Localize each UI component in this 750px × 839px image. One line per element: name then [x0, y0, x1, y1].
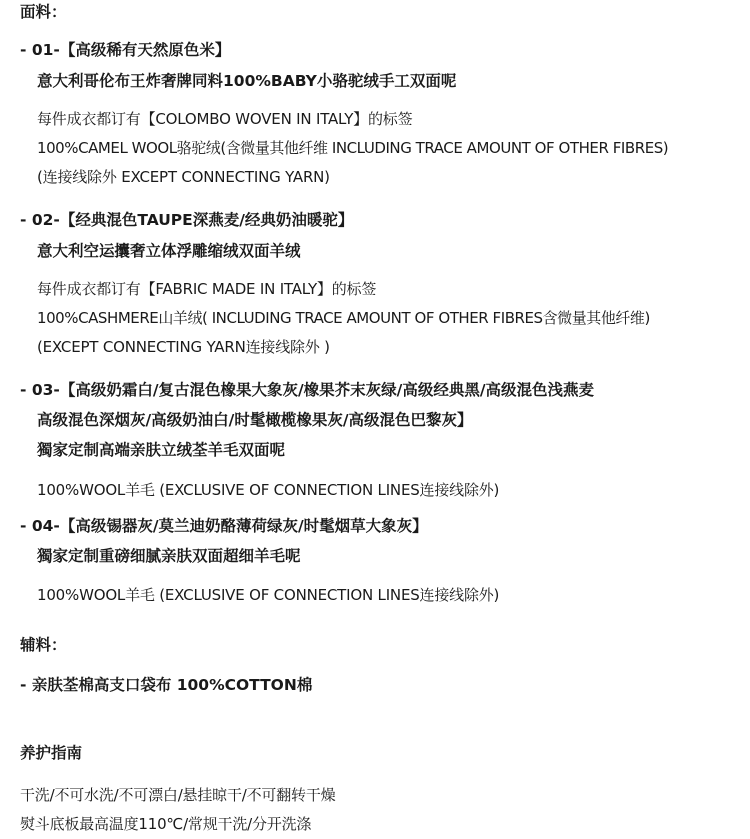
- item-01-title: - 01-【高级稀有天然原色米】: [20, 41, 231, 59]
- care-line-1: 干洗/不可水洗/不可漂白/悬挂晾干/不可翻转干燥: [20, 786, 336, 804]
- item-04-composition: 100%WOOL羊毛 (EXCLUSIVE OF CONNECTION LINES连接线除外): [37, 586, 500, 604]
- item-03-composition: 100%WOOL羊毛 (EXCLUSIVE OF CONNECTION LINES连接线除外): [37, 481, 500, 499]
- item-03-subtitle: 獨家定制高端亲肤立绒荃羊毛双面呢: [37, 441, 286, 459]
- item-01-subtitle: 意大利哥伦布王炸奢牌同料100%BABY小骆驼绒手工双面呢: [37, 72, 457, 90]
- item-02-composition: 100%CASHMERE山羊绒( INCLUDING TRACE AMOUNT OF OTHER FIBRES含微量其他纤维): [37, 309, 650, 327]
- lining-heading: 辅料：: [20, 636, 67, 654]
- item-04-subtitle: 獨家定制重磅细腻亲肤双面超细羊毛呢: [37, 547, 301, 565]
- item-02-exception: (EXCEPT CONNECTING YARN连接线除外 ): [37, 338, 330, 356]
- item-02-subtitle: 意大利空运攮奢立体浮雕缩绒双面羊绒: [37, 242, 301, 260]
- care-line-2: 熨斗底板最高温度110℃/常规干洗/分开洗涤: [20, 815, 312, 833]
- item-01-exception: (连接线除外 EXCEPT CONNECTING YARN): [37, 168, 330, 186]
- fabric-heading: 面料：: [20, 3, 67, 21]
- item-03-title: - 03-【高级奶霜白/复古混色橡果大象灰/橡果芥末灰绿/高级经典黑/高级混色浅燕麦: [20, 381, 594, 399]
- lining-item: - 亲肤荃棉高支口袋布 100%COTTON棉: [20, 676, 313, 694]
- item-04-title: - 04-【高级锡器灰/莫兰迪奶酪薄荷绿灰/时髦烟草大象灰】: [20, 517, 428, 535]
- care-heading: 养护指南: [20, 744, 83, 762]
- item-01-label-note: 每件成衣都订有【COLOMBO WOVEN IN ITALY】的标签: [37, 110, 413, 128]
- item-02-title: - 02-【经典混色TAUPE深燕麦/经典奶油暖驼】: [20, 211, 354, 229]
- item-03-title-cont: 高级混色深烟灰/高级奶油白/时髦橄榄橡果灰/高级混色巴黎灰】: [37, 411, 473, 429]
- item-01-composition: 100%CAMEL WOOL骆驼绒(含微量其他纤维 INCLUDING TRACE AMOUNT OF OTHER FIBRES): [37, 139, 669, 157]
- item-02-label-note: 每件成衣都订有【FABRIC MADE IN ITALY】的标签: [37, 280, 377, 298]
